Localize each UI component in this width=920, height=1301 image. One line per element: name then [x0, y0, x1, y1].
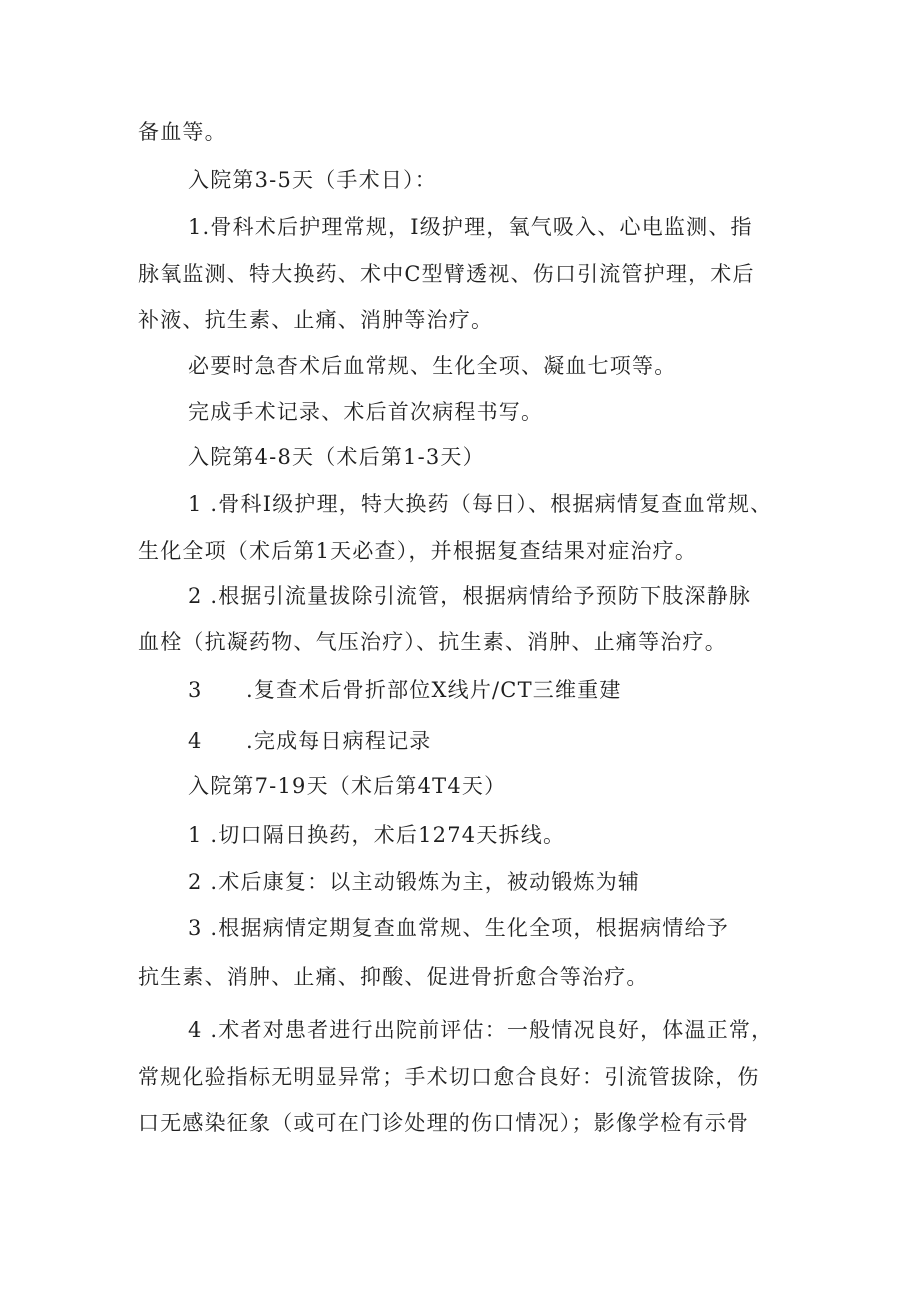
text-line: 血栓（抗凝药物、气压治疗）、抗生素、消肿、止痛等治疗。 — [138, 630, 727, 654]
text-line: 常规化验指标无明显异常；手术切口愈合良好：引流管拔除，伤 — [138, 1065, 760, 1089]
text-line: 3 .根据病情定期复查血常规、生化全项，根据病情给予 — [188, 916, 729, 940]
text-line: 口无感染征象（或可在门诊处理的伤口情况）；影像学检有示骨 — [138, 1111, 750, 1135]
section-heading-postop-1-3: 入院第4-8天（术后第1-3天） — [188, 445, 485, 469]
text-line: 必要时急杳术后血常规、生化全项、凝血七项等。 — [188, 354, 677, 378]
text-line: 1 .骨科I级护理，特大换药（每日）、根据病情复查血常规、 — [188, 492, 773, 516]
list-number: 3 — [188, 678, 203, 702]
text-line: .复查术后骨折部位X线片/CT三维重建 — [246, 678, 622, 702]
text-line: .完成每日病程记录 — [246, 729, 432, 753]
section-heading-postop-4-14: 入院第7-19天（术后第4T4天） — [188, 774, 507, 798]
text-line: 生化全项（术后第1天必查），并根据复查结果对症治疗。 — [138, 539, 698, 563]
text-line-continuation: 备血等。 — [138, 120, 227, 144]
text-line: 2 .术后康复：以主动锻炼为主，被动锻炼为辅 — [188, 870, 641, 894]
text-line: 完成手术记录、术后首次病程书写。 — [188, 400, 544, 424]
section-heading-surgery-day: 入院第3-5天（手术日）： — [188, 168, 437, 192]
text-line: 1.骨科术后护理常规，I级护理，氧气吸入、心电监测、指 — [188, 215, 753, 239]
text-line: 2 .根据引流量拔除引流管，根据病情给予预防下肢深静脉 — [188, 584, 752, 608]
list-number: 4 — [188, 729, 203, 753]
text-line: 4 .术者对患者进行出院前评估：一般情况良好，体温正常， — [188, 1018, 774, 1042]
text-line: 补液、抗生素、止痛、消肿等治疗。 — [138, 308, 494, 332]
text-line: 抗生素、消肿、止痛、抑酸、促进骨折愈合等治疗。 — [138, 965, 649, 989]
text-line: 1 .切口隔日换药，术后1274天拆线。 — [188, 823, 566, 847]
text-line: 脉氧监测、特大换药、术中C型臂透视、伤口引流管护理，术后 — [138, 262, 755, 286]
